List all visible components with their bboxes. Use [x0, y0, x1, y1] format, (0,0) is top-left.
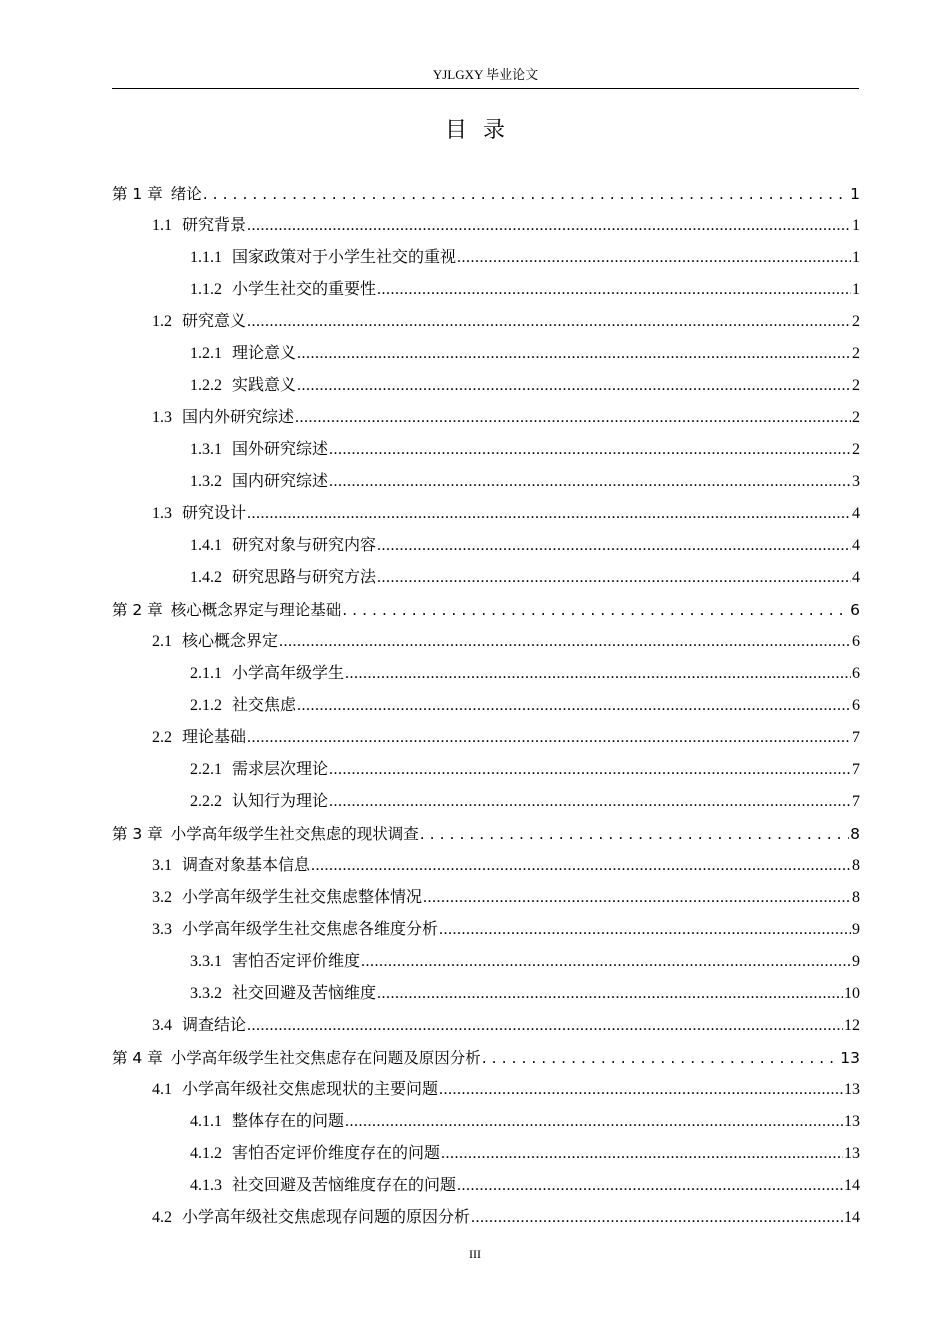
- toc-entry[interactable]: [112, 626, 860, 658]
- toc-entry-title: 小学高年级社交焦虑现状的主要问题: [182, 1081, 439, 1098]
- toc-entry-title: 社交回避及苦恼维度: [232, 985, 377, 1002]
- toc-entry-title: 小学高年级社交焦虑现存问题的原因分析: [182, 1209, 471, 1226]
- toc-entry-title: 研究思路与研究方法: [232, 569, 377, 586]
- toc-entry-title: 小学高年级学生社交焦虑各维度分析: [182, 921, 439, 938]
- toc-dot-leader: [247, 498, 851, 530]
- toc-entry-title: 社交焦虑: [232, 697, 297, 714]
- toc-dot-leader: [439, 1074, 843, 1106]
- toc-entry-page: 8: [852, 857, 860, 874]
- toc-entry[interactable]: [112, 658, 860, 690]
- toc-entry-label: [112, 818, 419, 850]
- toc-entry[interactable]: [112, 850, 860, 882]
- toc-entry-page: 13: [844, 1145, 860, 1162]
- toc-entry-label: [152, 1202, 470, 1234]
- toc-entry-number: 2.2.1: [190, 761, 222, 778]
- toc-entry-title: 国家政策对于小学生社交的重视: [232, 249, 457, 266]
- toc-entry-number: 3.3: [152, 921, 172, 938]
- toc-entry-number: 2.2.2: [190, 793, 222, 810]
- toc-dot-leader: [439, 914, 851, 946]
- toc-entry-label: [112, 1042, 481, 1074]
- toc-entry-label: [190, 274, 376, 306]
- toc-entry[interactable]: [112, 434, 860, 466]
- toc-entry-page: 1: [850, 185, 860, 203]
- toc-dot-leader: [377, 562, 851, 594]
- page-footer: [0, 1246, 950, 1262]
- toc-entry-title: 整体存在的问题: [232, 1113, 345, 1130]
- toc-entry[interactable]: [112, 1170, 860, 1202]
- toc-entry-number: 3.1: [152, 857, 172, 874]
- toc-entry-label: [190, 786, 328, 818]
- toc-dot-leader: [441, 1138, 843, 1170]
- toc-dot-leader: [203, 178, 849, 210]
- page-number: III: [469, 1247, 481, 1261]
- toc-entry-label: [190, 1170, 456, 1202]
- toc-entry-page: 13: [840, 1049, 860, 1067]
- toc-entry-number: 第 4 章: [112, 1049, 163, 1067]
- toc-entry-label: [190, 434, 328, 466]
- toc-title: 目录: [444, 118, 521, 143]
- toc-dot-leader: [295, 402, 851, 434]
- toc-entry-label: [190, 338, 296, 370]
- toc-entry[interactable]: [112, 594, 860, 626]
- toc-entry[interactable]: [112, 946, 860, 978]
- toc-entry-page: 13: [844, 1113, 860, 1130]
- toc-dot-leader: [420, 818, 849, 850]
- toc-entry-label: [190, 1106, 344, 1138]
- toc-dot-leader: [247, 210, 851, 242]
- toc-entry-number: 1.2: [152, 313, 172, 330]
- toc-entry-number: 2.1.2: [190, 697, 222, 714]
- toc-dot-leader: [471, 1202, 843, 1234]
- toc-entry-title: 小学高年级学生社交焦虑整体情况: [182, 889, 423, 906]
- toc-entry-title: 小学高年级学生: [232, 665, 345, 682]
- toc-entry-page: 8: [852, 889, 860, 906]
- toc-dot-leader: [247, 1010, 843, 1042]
- toc-entry-title: 社交回避及苦恼维度存在的问题: [232, 1177, 457, 1194]
- toc-dot-leader: [297, 370, 851, 402]
- toc-entry-title: 研究背景: [182, 217, 247, 234]
- toc-entry-page: 2: [852, 377, 860, 394]
- toc-entry-label: [190, 562, 376, 594]
- toc-entry-label: [152, 722, 246, 754]
- toc-entry-number: 1.3: [152, 505, 172, 522]
- toc-entry-number: 1.1: [152, 217, 172, 234]
- toc-entry-number: 3.3.2: [190, 985, 222, 1002]
- toc-entry[interactable]: [112, 242, 860, 274]
- toc-entry-label: [152, 402, 294, 434]
- toc-entry-page: 4: [852, 505, 860, 522]
- toc-dot-leader: [423, 882, 851, 914]
- toc-entry-number: 1.3.2: [190, 473, 222, 490]
- toc-dot-leader: [311, 850, 851, 882]
- toc-entry[interactable]: [112, 1010, 860, 1042]
- toc-entry-number: 第 1 章: [112, 185, 163, 203]
- toc-dot-leader: [247, 306, 851, 338]
- toc-entry-label: [190, 1138, 440, 1170]
- toc-entry-title: 调查结论: [182, 1017, 247, 1034]
- toc-entry[interactable]: [112, 754, 860, 786]
- toc-dot-leader: [361, 946, 851, 978]
- toc-entry-label: [152, 210, 246, 242]
- toc-entry-page: 7: [852, 729, 860, 746]
- toc-entry-page: 3: [852, 473, 860, 490]
- toc-entry-number: 1.3: [152, 409, 172, 426]
- toc-entry[interactable]: [112, 306, 860, 338]
- toc-dot-leader: [345, 1106, 843, 1138]
- toc-entry-number: 4.2: [152, 1209, 172, 1226]
- toc-entry-label: [190, 530, 376, 562]
- toc-entry-page: 6: [850, 601, 860, 619]
- toc-entry-page: 13: [844, 1081, 860, 1098]
- toc-dot-leader: [482, 1042, 840, 1074]
- table-of-contents: [112, 178, 860, 1234]
- toc-entry-page: 1: [852, 217, 860, 234]
- toc-entry-number: 1.2.1: [190, 345, 222, 362]
- toc-entry[interactable]: [112, 1202, 860, 1234]
- toc-entry-title: 理论意义: [232, 345, 297, 362]
- toc-entry[interactable]: [112, 402, 860, 434]
- toc-dot-leader: [377, 530, 851, 562]
- toc-entry-number: 2.2: [152, 729, 172, 746]
- toc-entry[interactable]: [112, 786, 860, 818]
- toc-dot-leader: [329, 786, 851, 818]
- toc-entry-page: 6: [852, 665, 860, 682]
- toc-dot-leader: [329, 434, 851, 466]
- toc-entry-title: 绪论: [170, 185, 202, 203]
- toc-entry-title: 国内外研究综述: [182, 409, 295, 426]
- toc-entry-label: [190, 754, 328, 786]
- toc-entry-page: 9: [852, 953, 860, 970]
- toc-entry[interactable]: [112, 722, 860, 754]
- toc-entry-number: 第 3 章: [112, 825, 163, 843]
- toc-entry-title: 小学高年级学生社交焦虑的现状调查: [170, 825, 419, 843]
- toc-entry-page: 9: [852, 921, 860, 938]
- toc-entry-number: 4.1.1: [190, 1113, 222, 1130]
- toc-entry-number: 4.1.2: [190, 1145, 222, 1162]
- toc-entry-title: 实践意义: [232, 377, 297, 394]
- toc-entry[interactable]: [112, 498, 860, 530]
- toc-dot-leader: [329, 466, 851, 498]
- toc-entry[interactable]: [112, 1074, 860, 1106]
- toc-entry[interactable]: [112, 882, 860, 914]
- toc-entry-title: 国外研究综述: [232, 441, 329, 458]
- toc-entry[interactable]: [112, 210, 860, 242]
- toc-entry-page: 7: [852, 793, 860, 810]
- toc-entry-title: 理论基础: [182, 729, 247, 746]
- toc-entry-number: 1.4.1: [190, 537, 222, 554]
- toc-entry-page: 6: [852, 633, 860, 650]
- toc-entry-label: [152, 498, 246, 530]
- toc-entry-page: 12: [844, 1017, 860, 1034]
- toc-entry-label: [190, 242, 456, 274]
- toc-entry-number: 1.3.1: [190, 441, 222, 458]
- toc-dot-leader: [342, 594, 849, 626]
- toc-entry-label: [152, 626, 278, 658]
- toc-entry-page: 4: [852, 569, 860, 586]
- toc-entry-label: [112, 594, 341, 626]
- toc-entry[interactable]: [112, 914, 860, 946]
- toc-entry-page: 4: [852, 537, 860, 554]
- toc-entry-label: [190, 978, 376, 1010]
- toc-entry-page: 7: [852, 761, 860, 778]
- toc-entry-title: 研究设计: [182, 505, 247, 522]
- toc-entry-title: 需求层次理论: [232, 761, 329, 778]
- toc-entry-page: 2: [852, 313, 860, 330]
- page-header: [112, 66, 859, 89]
- toc-entry-title: 研究意义: [182, 313, 247, 330]
- toc-entry[interactable]: [112, 370, 860, 402]
- toc-entry[interactable]: [112, 562, 860, 594]
- toc-entry-label: [112, 178, 202, 210]
- toc-entry[interactable]: [112, 818, 860, 850]
- toc-entry[interactable]: [112, 690, 860, 722]
- toc-dot-leader: [329, 754, 851, 786]
- toc-entry-page: 2: [852, 441, 860, 458]
- toc-entry[interactable]: [112, 178, 860, 210]
- toc-entry-title: 小学生社交的重要性: [232, 281, 377, 298]
- header-text: YJLGXY 毕业论文: [432, 67, 539, 82]
- toc-entry-page: 2: [852, 409, 860, 426]
- toc-entry-number: 4.1.3: [190, 1177, 222, 1194]
- toc-entry-page: 14: [844, 1209, 860, 1226]
- toc-entry-number: 1.1.1: [190, 249, 222, 266]
- toc-entry[interactable]: [112, 466, 860, 498]
- toc-entry-number: 3.4: [152, 1017, 172, 1034]
- toc-entry-title: 核心概念界定与理论基础: [170, 601, 342, 619]
- toc-entry[interactable]: [112, 274, 860, 306]
- toc-entry-title: 害怕否定评价维度: [232, 953, 361, 970]
- toc-entry[interactable]: [112, 1042, 860, 1074]
- toc-entry[interactable]: [112, 338, 860, 370]
- toc-entry-page: 1: [852, 281, 860, 298]
- toc-dot-leader: [279, 626, 851, 658]
- toc-entry-label: [152, 1010, 246, 1042]
- toc-entry-title: 调查对象基本信息: [182, 857, 311, 874]
- toc-entry-label: [190, 946, 360, 978]
- toc-dot-leader: [345, 658, 851, 690]
- toc-entry-number: 3.2: [152, 889, 172, 906]
- toc-entry[interactable]: [112, 978, 860, 1010]
- toc-entry-number: 4.1: [152, 1081, 172, 1098]
- toc-entry-label: [152, 850, 310, 882]
- toc-entry-page: 10: [844, 985, 860, 1002]
- toc-entry-page: 1: [852, 249, 860, 266]
- toc-entry-label: [152, 914, 438, 946]
- toc-entry-label: [152, 306, 246, 338]
- toc-entry-title: 小学高年级学生社交焦虑存在问题及原因分析: [170, 1049, 481, 1067]
- toc-entry-label: [190, 658, 344, 690]
- toc-entry-label: [190, 466, 328, 498]
- toc-entry-page: 2: [852, 345, 860, 362]
- toc-entry-title: 国内研究综述: [232, 473, 329, 490]
- toc-entry-number: 2.1: [152, 633, 172, 650]
- toc-dot-leader: [297, 690, 851, 722]
- toc-entry-label: [190, 690, 296, 722]
- toc-dot-leader: [457, 1170, 843, 1202]
- toc-entry-page: 8: [850, 825, 860, 843]
- toc-entry-title: 核心概念界定: [182, 633, 279, 650]
- toc-entry-number: 3.3.1: [190, 953, 222, 970]
- toc-entry-title: 认知行为理论: [232, 793, 329, 810]
- toc-entry-number: 第 2 章: [112, 601, 163, 619]
- toc-dot-leader: [247, 722, 851, 754]
- toc-entry-number: 1.1.2: [190, 281, 222, 298]
- toc-entry-number: 1.2.2: [190, 377, 222, 394]
- toc-entry-label: [152, 1074, 438, 1106]
- toc-dot-leader: [297, 338, 851, 370]
- toc-entry-number: 2.1.1: [190, 665, 222, 682]
- toc-dot-leader: [377, 274, 851, 306]
- toc-entry-label: [190, 370, 296, 402]
- toc-entry-page: 6: [852, 697, 860, 714]
- toc-dot-leader: [457, 242, 851, 274]
- toc-dot-leader: [377, 978, 843, 1010]
- toc-entry-title: 研究对象与研究内容: [232, 537, 377, 554]
- toc-entry[interactable]: [112, 530, 860, 562]
- toc-entry[interactable]: [112, 1138, 860, 1170]
- toc-entry-number: 1.4.2: [190, 569, 222, 586]
- toc-entry-title: 害怕否定评价维度存在的问题: [232, 1145, 441, 1162]
- toc-entry-page: 14: [844, 1177, 860, 1194]
- toc-entry[interactable]: [112, 1106, 860, 1138]
- toc-entry-label: [152, 882, 422, 914]
